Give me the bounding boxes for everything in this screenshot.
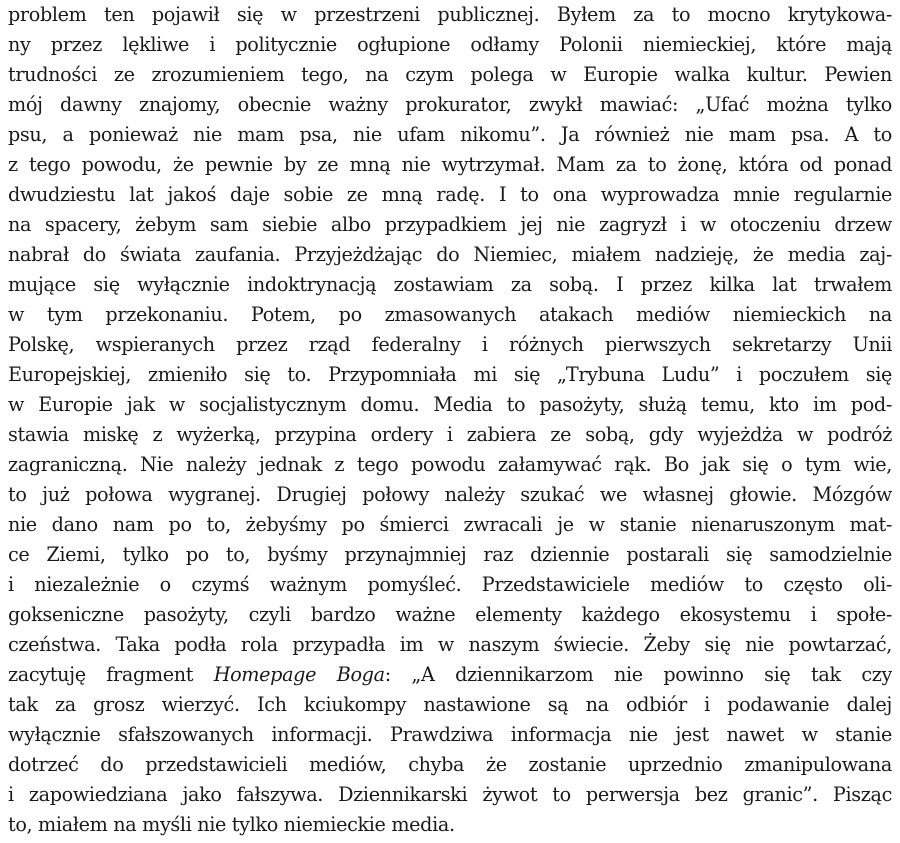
text-line: nabrał do świata zaufania. Przyjeżdżając do Niemiec, miałem nadzieję, że media zaj-	[8, 243, 892, 266]
text-line: w Europie jak w socjalistycznym domu. Media to pasożyty, służą temu, kto im pod-	[8, 393, 892, 416]
text-line: i zapowiedziana jako fałszywa. Dziennikarski żywot to perwersja bez granic”. Pisząc	[8, 783, 892, 806]
text-line: mujące się wyłącznie indoktrynacją zostawiam za sobą. I przez kilka lat trwałem	[8, 273, 892, 296]
text-line: nie dano nam po to, żebyśmy po śmierci zwracali je w stanie nienaruszonym mat-	[8, 513, 892, 536]
text-line: problem ten pojawił się w przestrzeni publicznej. Byłem za to mocno krytykowa-	[8, 3, 892, 26]
book-title: Homepage Boga	[213, 663, 385, 686]
text-line: ny przez lękliwe i politycznie ogłupione odłamy Polonii niemieckiej, które mają	[8, 33, 892, 56]
text-line: i niezależnie o czymś ważnym pomyśleć. Przedstawiciele mediów to często oli-	[8, 573, 892, 596]
text-line: to już połowa wygranej. Drugiej połowy należy szukać we własnej głowie. Mózgów	[8, 483, 892, 506]
text-line: ce Ziemi, tylko po to, byśmy przynajmniej raz dziennie postarali się samodzielnie	[8, 543, 892, 566]
text-line: w tym przekonaniu. Potem, po zmasowanych atakach mediów niemieckich na	[8, 303, 892, 326]
body-text	[8, 0, 892, 840]
text-line: Europejskiej, zmieniło się to. Przypomniała mi się „Trybuna Ludu” i poczułem się	[8, 363, 892, 386]
text-line: gokseniczne pasożyty, czyli bardzo ważne elementy każdego ekosystemu i społe-	[8, 603, 892, 626]
text-line: wyłącznie sfałszowanych informacji. Prawdziwa informacja nie jest nawet w stanie	[8, 723, 892, 746]
text-line: zagraniczną. Nie należy jednak z tego powodu załamywać rąk. Bo jak się o tym wie,	[8, 453, 892, 476]
text-line: dotrzeć do przedstawicieli mediów, chyba że zostanie uprzednio zmanipulowana	[8, 753, 892, 776]
text-run: zacytuję fragment	[8, 663, 214, 686]
text-line: z tego powodu, że pewnie by ze mną nie wytrzymał. Mam za to żonę, która od ponad	[8, 153, 892, 176]
text-line: Polskę, wspieranych przez rząd federalny i różnych pierwszych sekretarzy Unii	[8, 333, 892, 356]
text-line: psu, a ponieważ nie mam psa, nie ufam nikomu”. Ja również nie mam psa. A to	[8, 123, 892, 146]
text-line: mój dawny znajomy, obecnie ważny prokurator, zwykł mawiać: „Ufać można tylko	[8, 93, 892, 116]
text-line: tak za grosz wierzyć. Ich kciukompy nastawione są na odbiór i podawanie dalej	[8, 693, 892, 716]
text-line: na spacery, żebym sam siebie albo przypadkiem jej nie zagryzł i w otoczeniu drzew	[8, 213, 892, 236]
text-line: trudności ze zrozumieniem tego, na czym polega w Europie walka kultur. Pewien	[8, 63, 892, 86]
text-line: czeństwa. Taka podła rola przypadła im w naszym świecie. Żeby się nie powtarzać,	[8, 633, 892, 656]
text-line: stawia miskę z wyżerką, przypina ordery i zabiera ze sobą, gdy wyjeżdża w podróż	[8, 423, 892, 446]
text-line-with-title	[8, 660, 892, 690]
text-line: to, miałem na myśli nie tylko niemieckie media.	[8, 813, 455, 836]
text-run: : „A dziennikarzom nie powinno się tak czy	[384, 663, 892, 686]
text-line: dwudziestu lat jakoś daje sobie ze mną radę. I to ona wyprowadza mnie regularnie	[8, 183, 892, 206]
